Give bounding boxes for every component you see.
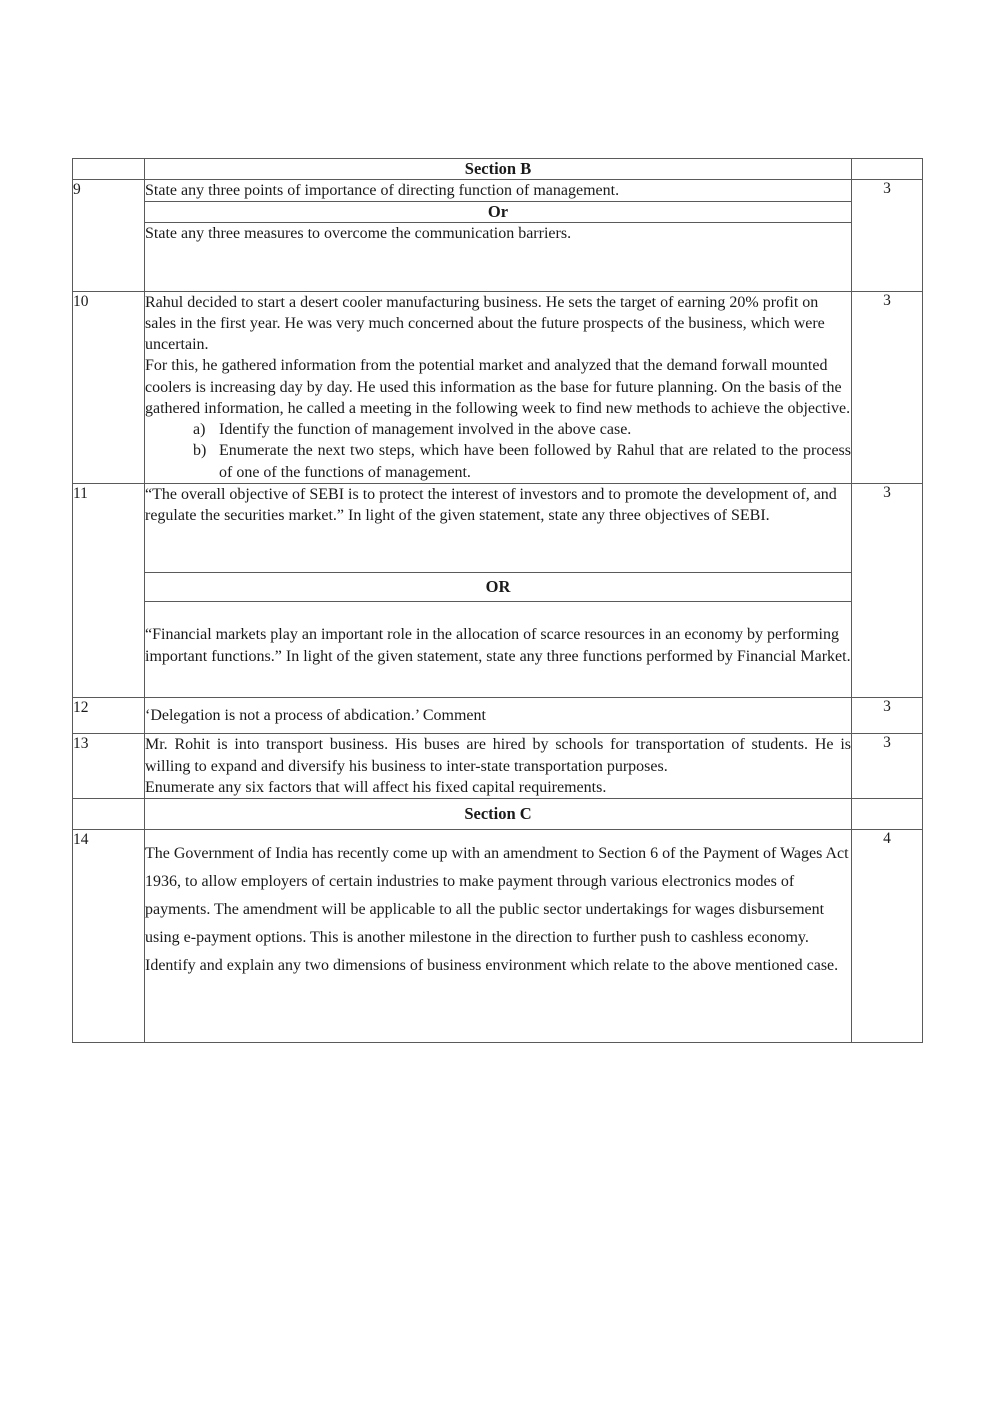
question-marks-10: 3: [852, 291, 923, 483]
table-row: [73, 734, 923, 799]
alternative-block-9: [145, 180, 851, 291]
question-10-sub-items: [145, 419, 851, 483]
sub-item-text-a: Identify the function of management involved in the above case.: [219, 421, 632, 439]
section-row-number-cell: [73, 799, 145, 830]
section-row-marks-cell: [852, 159, 923, 180]
question-body-10: [145, 291, 852, 483]
table-row: [73, 291, 923, 483]
section-heading-b: Section B: [145, 159, 852, 180]
sub-item-label-b: b): [193, 442, 207, 460]
alternative-separator-row: [145, 202, 851, 223]
question-body-11: [145, 483, 852, 697]
question-body-14: [145, 830, 852, 1043]
question-12-paragraph-1: ‘Delegation is not a process of abdication.’ Comment: [145, 706, 486, 724]
table-row: [73, 180, 923, 292]
question-marks-11: 3: [852, 483, 923, 697]
question-number-14: 14: [73, 830, 145, 1043]
alternative-second-row: [145, 602, 851, 697]
alternative-first-row: [145, 180, 851, 202]
question-number-13: 13: [73, 734, 145, 799]
question-11-option-1: “The overall objective of SEBI is to protect the interest of investors and to promote the development of, and regulate the securities market.” In light of the given statement, state any three objectives of SEBI.: [145, 485, 837, 525]
list-item: [193, 419, 851, 440]
question-marks-9: 3: [852, 180, 923, 292]
or-separator-9: Or: [145, 202, 851, 223]
alternative-first-row: [145, 484, 851, 573]
question-13-paragraph-2: Enumerate any six factors that will affect his fixed capital requirements.: [145, 778, 607, 796]
question-14-paragraph-2: Identify and explain any two dimensions of business environment which relate to the above mentioned case.: [145, 957, 839, 975]
section-heading-c: Section C: [145, 799, 852, 830]
question-number-10: 10: [73, 291, 145, 483]
table-row: [73, 483, 923, 697]
question-10-paragraph-2: For this, he gathered information from the potential market and analyzed that the demand forwall mounted coolers is increasing day by day. He used this information as the base for future planning. On the basis of the gathered information, he called a meeting in the following week to find new methods to achieve the objective.: [145, 357, 851, 417]
question-body-12: [145, 697, 852, 733]
list-item: [193, 440, 851, 483]
question-9-option-1: State any three points of importance of directing function of management.: [145, 182, 620, 199]
alternative-second-row: [145, 223, 851, 291]
question-13-paragraph-1: Mr. Rohit is into transport business. His buses are hired by schools for transportation of students. He is willing to expand and diversify his business to inter-state transportation purposes.: [145, 736, 851, 775]
table-row: [73, 830, 923, 1043]
section-row-marks-cell: [852, 799, 923, 830]
or-separator-11: OR: [145, 573, 851, 602]
question-body-9: [145, 180, 852, 292]
sub-item-label-a: a): [193, 421, 206, 439]
question-number-12: 12: [73, 697, 145, 733]
question-marks-14: 4: [852, 830, 923, 1043]
section-heading-row: [73, 159, 923, 180]
section-row-number-cell: [73, 159, 145, 180]
question-number-11: 11: [73, 483, 145, 697]
question-9-option-2: State any three measures to overcome the communication barriers.: [145, 225, 572, 243]
table-row: [73, 697, 923, 733]
alternative-separator-row: [145, 573, 851, 602]
question-14-paragraph-1: The Government of India has recently come up with an amendment to Section 6 of the Payment of Wages Act 1936, to allow employers of certain industries to make payment through various electronics modes of payments. The amendment will be applicable to all the public sector undertakings for wages disbursement using e-payment options. This is another milestone in the direction to further push to cashless economy.: [145, 845, 849, 947]
question-paper-table: [72, 158, 923, 1043]
alternative-block-11: [145, 484, 851, 697]
question-marks-13: 3: [852, 734, 923, 799]
question-body-13: [145, 734, 852, 799]
question-number-9: 9: [73, 180, 145, 292]
sub-item-text-b: Enumerate the next two steps, which have been followed by Rahul that are related to the process of one of the functions of management.: [219, 442, 851, 481]
question-10-paragraph-1: Rahul decided to start a desert cooler manufacturing business. He sets the target of earning 20% profit on sales in the first year. He was very much concerned about the future prospects of the business, which were uncertain.: [145, 293, 825, 354]
question-marks-12: 3: [852, 697, 923, 733]
section-heading-row: [73, 799, 923, 830]
question-11-option-2: “Financial markets play an important role in the allocation of scarce resources in an economy by performing important functions.” In light of the given statement, state any three functions performed by Financial Market.: [145, 626, 851, 665]
